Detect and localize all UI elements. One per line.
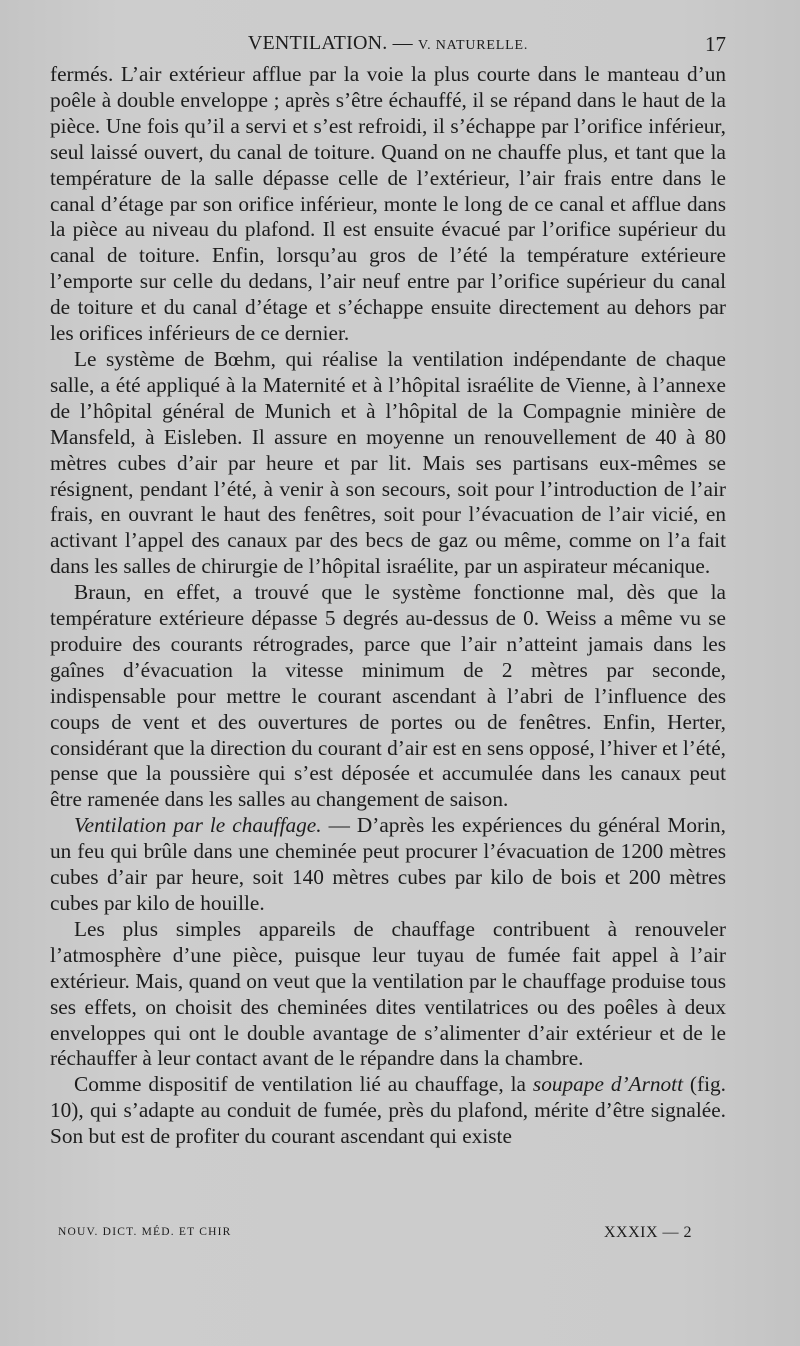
- page-header: [50, 32, 726, 62]
- page-number: 17: [705, 32, 726, 56]
- term-soupape-arnott: soupape d’Arnott: [532, 1072, 683, 1097]
- paragraph-6-text-a: Comme dispositif de ventilation lié au chauffage, la: [74, 1072, 533, 1097]
- title-separator: —: [392, 32, 413, 54]
- body-text: [50, 62, 726, 1150]
- paragraph-5: Les plus simples appareils de chauffage contribuent à renouveler l’atmosphère d’une pièce, puisque leur tuyau de fumée fait appel à l’air extérieur. Mais, quand on veut que la ventilation par le chauffage produise tous ses effets, on choisit des cheminées dites ventilatrices ou des poêles à deux enveloppes qui ont le double avantage de s’alimenter d’air extérieur et de le réchauffer à leur contact avant de le répandre dans la chambre.: [50, 916, 726, 1071]
- page-footer: [58, 1226, 720, 1246]
- paragraph-4: [50, 813, 726, 917]
- footer-signature: XXXIX — 2: [603, 1224, 692, 1241]
- paragraph-1: fermés. L’air extérieur afflue par la voie la plus courte dans le manteau d’un poêle à double enveloppe ; après s’être échauffé, il se répand dans le haut de la pièce. Une fois qu’il a servi et s’est refroidi, il s’échappe par l’orifice inférieur, seul laissé ouvert, du canal de toiture. Quand on ne chauffe plus, et tant que la température de la salle dépasse celle de l’extérieur, l’air frais entre dans le canal d’étage par son orifice inférieur, monte le long de ce canal et afflue dans la pièce au niveau du plafond. Il est ensuite évacué par l’orifice supérieur du canal de toiture. Enfin, lorsqu’au gros de l’été la température extérieure l’emporte sur celle du dedans, l’air neuf entre par l’orifice supérieur du canal de toiture et du canal d’étage et s’échappe ensuite directement au dehors par les orifices inférieurs de ce dernier.: [50, 62, 726, 346]
- paragraph-4-text: — D’après les expériences du général Morin, un feu qui brûle dans une cheminée peut procurer l’évacuation de 1200 mètres cubes d’air par heure, soit 140 mètres cubes par kilo de bois et 200 mètres cubes par kilo de houille.: [50, 813, 726, 915]
- paragraph-6: [50, 1072, 726, 1150]
- chapter-title: VENTILATION.: [247, 32, 388, 54]
- paragraph-2: Le système de Bœhm, qui réalise la ventilation indépendante de chaque salle, a été appliqué à la Maternité et à l’hôpital israélite de Vienne, à l’annexe de l’hôpital général de Munich et à l’hôpital de la Compagnie minière de Mansfeld, à Eisleben. Il assure en moyenne un renouvellement de 40 à 80 mètres cubes d’air par heure et par lit. Mais ses partisans eux-mêmes se résignent, pendant l’été, à venir à son secours, soit pour l’introduction de l’air frais, en ouvrant le haut des fenêtres, soit pour l’évacuation de l’air vicié, en activant l’appel des canaux par des becs de gaz ou même, comme on l’a fait dans les salles de chirurgie de l’hôpital israélite, par un aspirateur mécanique.: [50, 346, 726, 579]
- section-title: V. NATURELLE.: [418, 38, 529, 53]
- footer-publication: NOUV. DICT. MÉD. ET CHIR: [58, 1226, 232, 1238]
- section-heading-ventilation-par-le-chauffage: Ventilation par le chauffage.: [74, 813, 322, 838]
- paragraph-6-text-b: (fig. 10), qui s’adapte au conduit de fumée, près du plafond, mérite d’être signalée. Son but est de profiter du courant ascendant qui existe: [50, 1072, 726, 1149]
- running-title: [50, 32, 726, 55]
- paragraph-3: Braun, en effet, a trouvé que le système fonctionne mal, dès que la température extérieure dépasse 5 degrés au-dessus de 0. Weiss a même vu se produire des courants rétrogrades, parce que l’air n’atteint jamais dans les gaînes d’évacuation la vitesse minimum de 2 mètres par seconde, indispensable pour mettre le courant ascendant à l’abri de l’influence des coups de vent et des ouvertures de portes ou de fenêtres. Enfin, Herter, considérant que la direction du courant d’air est en sens opposé, l’hiver et l’été, pense que la poussière qui s’est déposée et accumulée dans les canaux peut être ramenée dans les salles au changement de saison.: [50, 580, 726, 812]
